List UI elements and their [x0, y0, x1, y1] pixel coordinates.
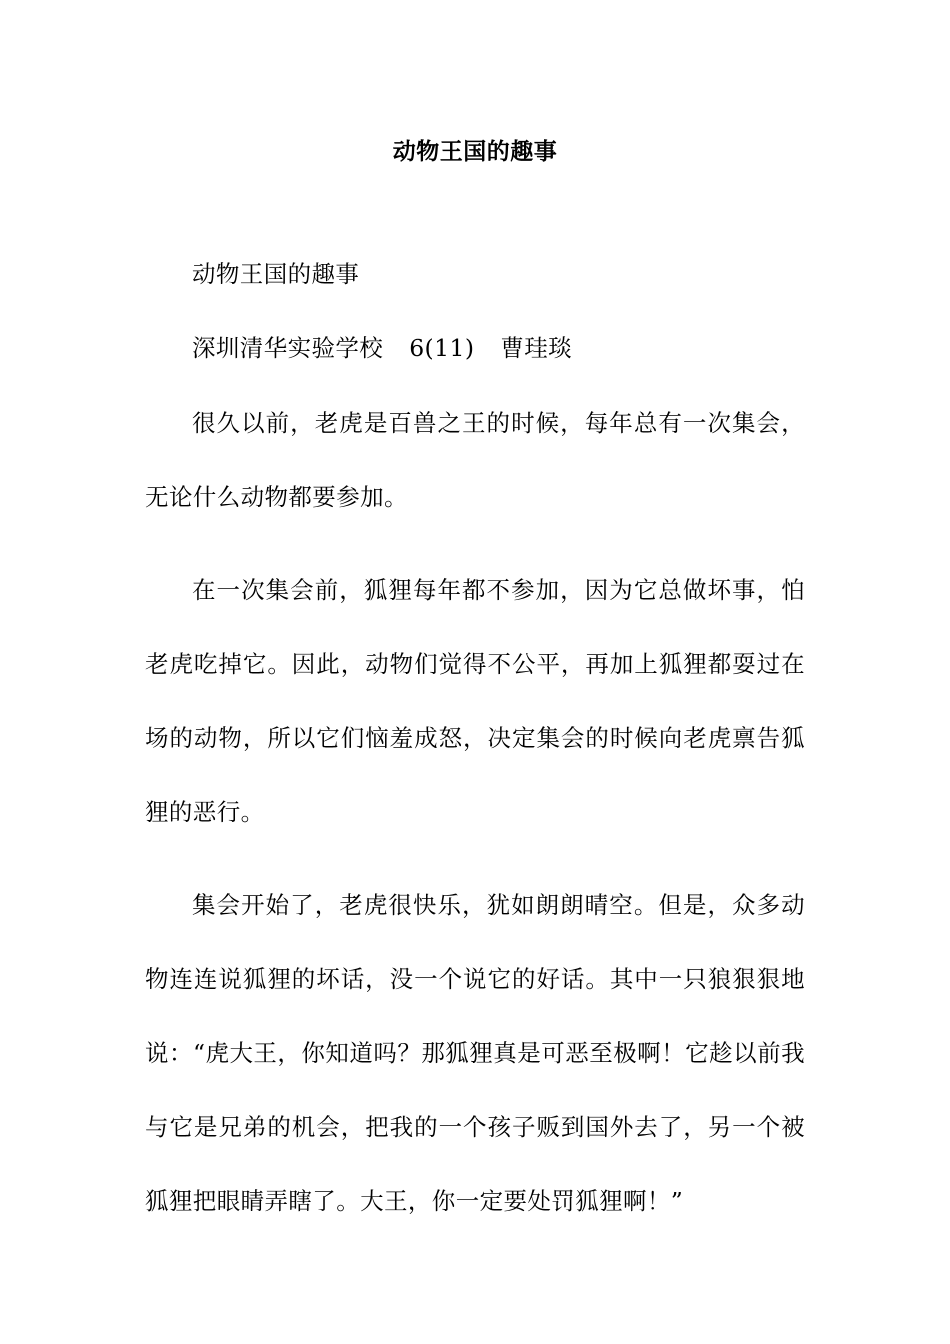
byline-author: 曹珪琰: [500, 334, 573, 362]
paragraph-2: 在一次集会前，狐狸每年都不参加，因为它总做坏事，怕老虎吃掉它。因此，动物们觉得不公平，再加上狐狸都耍过在场的动物，所以它们恼羞成怒，决定集会的时候向老虎禀告狐狸的恶行。: [145, 576, 805, 826]
byline: [145, 330, 805, 367]
byline-school: 深圳清华实验学校: [192, 334, 384, 362]
byline-class: 6(11): [409, 334, 475, 362]
paragraph-3: 集会开始了，老虎很快乐，犹如朗朗晴空。但是，众多动物连连说狐狸的坏话，没一个说它的好话。其中一只狼狠狠地说：“虎大王，你知道吗？那狐狸真是可恶至极啊！它趁以前我与它是兄弟的机会，把我的一个孩子贩到国外去了，另一个被狐狸把眼睛弄瞎了。大王，你一定要处罚狐狸啊！”: [145, 891, 805, 1215]
document-body: [145, 256, 805, 1275]
subtitle: 动物王国的趣事: [192, 260, 360, 288]
document-title: 动物王国的趣事: [392, 139, 558, 165]
paragraph-1: 很久以前，老虎是百兽之王的时候，每年总有一次集会，无论什么动物都要参加。: [145, 409, 805, 511]
